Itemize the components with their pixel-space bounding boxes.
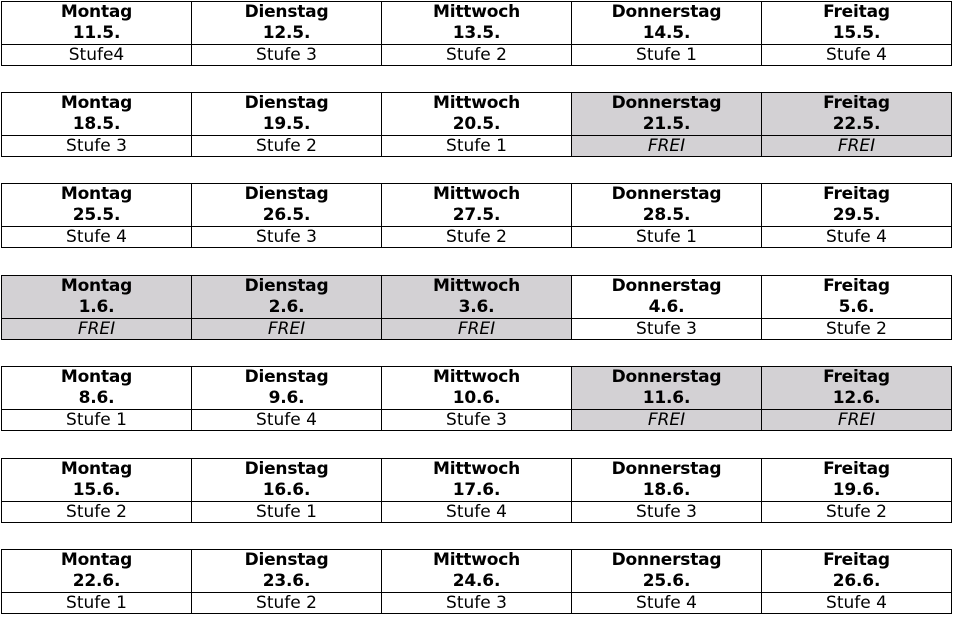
- day-name: Freitag: [823, 184, 890, 204]
- day-header-cell: [382, 550, 572, 593]
- day-name: Dienstag: [244, 2, 329, 22]
- day-date: 5.6.: [838, 297, 875, 317]
- day-name: Freitag: [823, 93, 890, 113]
- day-header-cell: [762, 184, 952, 227]
- level-cell: Stufe 2: [382, 227, 572, 248]
- day-header-cell: [192, 367, 382, 410]
- day-name: Mittwoch: [433, 367, 520, 387]
- week-table: [1, 183, 952, 248]
- day-date: 8.6.: [78, 388, 115, 408]
- day-header-cell: [2, 550, 192, 593]
- day-name: Montag: [60, 2, 133, 22]
- day-name: Dienstag: [244, 93, 329, 113]
- day-date: 18.6.: [642, 480, 691, 500]
- day-name: Mittwoch: [433, 276, 520, 296]
- level-cell: Stufe 4: [762, 45, 952, 66]
- day-date: 25.6.: [642, 571, 691, 591]
- day-name: Donnerstag: [611, 93, 722, 113]
- day-header-cell: [382, 367, 572, 410]
- level-cell: Stufe 1: [572, 227, 762, 248]
- day-name: Mittwoch: [433, 550, 520, 570]
- day-name: Freitag: [823, 550, 890, 570]
- day-header-cell: [192, 2, 382, 45]
- level-cell: Stufe 3: [382, 410, 572, 431]
- day-date: 12.6.: [832, 388, 881, 408]
- day-name: Mittwoch: [433, 2, 520, 22]
- level-cell: Stufe 3: [192, 227, 382, 248]
- day-header-cell: [572, 367, 762, 410]
- day-date: 25.5.: [72, 205, 121, 225]
- week-table: [1, 549, 952, 614]
- level-cell: Stufe 2: [762, 502, 952, 523]
- level-cell: Stufe 2: [2, 502, 192, 523]
- day-date: 16.6.: [262, 480, 311, 500]
- level-cell: Stufe 3: [192, 45, 382, 66]
- level-cell: Stufe 4: [572, 593, 762, 614]
- day-header-cell: [2, 367, 192, 410]
- level-cell: Stufe 2: [192, 136, 382, 157]
- day-date: 23.6.: [262, 571, 311, 591]
- level-cell: Stufe 1: [572, 45, 762, 66]
- day-header-cell: [2, 459, 192, 502]
- day-header-cell: [572, 459, 762, 502]
- day-name: Donnerstag: [611, 276, 722, 296]
- day-header-cell: [2, 184, 192, 227]
- free-day-cell: FREI: [762, 410, 952, 431]
- level-cell: Stufe 3: [572, 502, 762, 523]
- day-name: Dienstag: [244, 184, 329, 204]
- level-cell: Stufe 1: [192, 502, 382, 523]
- day-date: 1.6.: [78, 297, 115, 317]
- day-name: Freitag: [823, 367, 890, 387]
- day-name: Dienstag: [244, 276, 329, 296]
- free-day-cell: FREI: [382, 319, 572, 340]
- day-name: Dienstag: [244, 459, 329, 479]
- free-day-cell: FREI: [762, 136, 952, 157]
- day-header-cell: [572, 184, 762, 227]
- level-cell: Stufe 4: [2, 227, 192, 248]
- day-header-cell: [762, 550, 952, 593]
- day-header-cell: [382, 93, 572, 136]
- day-date: 11.5.: [72, 23, 121, 43]
- day-date: 24.6.: [452, 571, 501, 591]
- day-date: 17.6.: [452, 480, 501, 500]
- day-date: 20.5.: [452, 114, 501, 134]
- day-date: 2.6.: [268, 297, 305, 317]
- level-cell: Stufe 4: [382, 502, 572, 523]
- day-header-cell: [382, 276, 572, 319]
- day-header-cell: [382, 459, 572, 502]
- day-date: 22.6.: [72, 571, 121, 591]
- day-name: Donnerstag: [611, 184, 722, 204]
- level-cell: Stufe 4: [192, 410, 382, 431]
- day-name: Dienstag: [244, 367, 329, 387]
- day-name: Donnerstag: [611, 550, 722, 570]
- day-name: Montag: [60, 93, 133, 113]
- level-cell: Stufe4: [2, 45, 192, 66]
- day-date: 26.5.: [262, 205, 311, 225]
- level-cell: Stufe 4: [762, 227, 952, 248]
- day-name: Montag: [60, 367, 133, 387]
- day-date: 19.5.: [262, 114, 311, 134]
- day-date: 27.5.: [452, 205, 501, 225]
- day-date: 9.6.: [268, 388, 305, 408]
- week-table: [1, 366, 952, 431]
- day-header-cell: [192, 550, 382, 593]
- day-header-cell: [572, 93, 762, 136]
- free-day-cell: FREI: [192, 319, 382, 340]
- level-cell: Stufe 2: [382, 45, 572, 66]
- day-name: Donnerstag: [611, 367, 722, 387]
- day-header-cell: [572, 550, 762, 593]
- day-date: 15.5.: [832, 23, 881, 43]
- day-name: Montag: [60, 459, 133, 479]
- day-header-cell: [762, 276, 952, 319]
- day-name: Mittwoch: [433, 459, 520, 479]
- day-date: 13.5.: [452, 23, 501, 43]
- day-header-cell: [572, 276, 762, 319]
- day-header-cell: [192, 184, 382, 227]
- day-header-cell: [762, 2, 952, 45]
- day-header-cell: [2, 2, 192, 45]
- week-table: [1, 275, 952, 340]
- day-date: 21.5.: [642, 114, 691, 134]
- day-date: 26.6.: [832, 571, 881, 591]
- level-cell: Stufe 2: [192, 593, 382, 614]
- day-header-cell: [762, 459, 952, 502]
- day-name: Montag: [60, 276, 133, 296]
- day-name: Freitag: [823, 459, 890, 479]
- level-cell: Stufe 2: [762, 319, 952, 340]
- day-name: Dienstag: [244, 550, 329, 570]
- day-header-cell: [2, 276, 192, 319]
- day-header-cell: [382, 2, 572, 45]
- day-date: 11.6.: [642, 388, 691, 408]
- day-header-cell: [192, 276, 382, 319]
- day-header-cell: [2, 93, 192, 136]
- day-name: Donnerstag: [611, 459, 722, 479]
- day-name: Freitag: [823, 2, 890, 22]
- day-date: 28.5.: [642, 205, 691, 225]
- free-day-cell: FREI: [572, 410, 762, 431]
- day-name: Donnerstag: [611, 2, 722, 22]
- day-name: Mittwoch: [433, 184, 520, 204]
- day-date: 15.6.: [72, 480, 121, 500]
- day-name: Mittwoch: [433, 93, 520, 113]
- day-date: 14.5.: [642, 23, 691, 43]
- day-date: 22.5.: [832, 114, 881, 134]
- day-header-cell: [382, 184, 572, 227]
- day-date: 19.6.: [832, 480, 881, 500]
- day-header-cell: [762, 93, 952, 136]
- level-cell: Stufe 4: [762, 593, 952, 614]
- day-date: 4.6.: [648, 297, 685, 317]
- day-name: Freitag: [823, 276, 890, 296]
- level-cell: Stufe 1: [2, 593, 192, 614]
- day-date: 10.6.: [452, 388, 501, 408]
- level-cell: Stufe 1: [2, 410, 192, 431]
- day-date: 18.5.: [72, 114, 121, 134]
- free-day-cell: FREI: [2, 319, 192, 340]
- level-cell: Stufe 3: [2, 136, 192, 157]
- level-cell: Stufe 3: [572, 319, 762, 340]
- week-table: [1, 1, 952, 66]
- day-date: 29.5.: [832, 205, 881, 225]
- free-day-cell: FREI: [572, 136, 762, 157]
- day-date: 3.6.: [458, 297, 495, 317]
- day-header-cell: [192, 459, 382, 502]
- day-name: Montag: [60, 184, 133, 204]
- day-date: 12.5.: [262, 23, 311, 43]
- day-name: Montag: [60, 550, 133, 570]
- week-table: [1, 92, 952, 157]
- day-header-cell: [572, 2, 762, 45]
- day-header-cell: [762, 367, 952, 410]
- level-cell: Stufe 3: [382, 593, 572, 614]
- level-cell: Stufe 1: [382, 136, 572, 157]
- week-table: [1, 458, 952, 523]
- day-header-cell: [192, 93, 382, 136]
